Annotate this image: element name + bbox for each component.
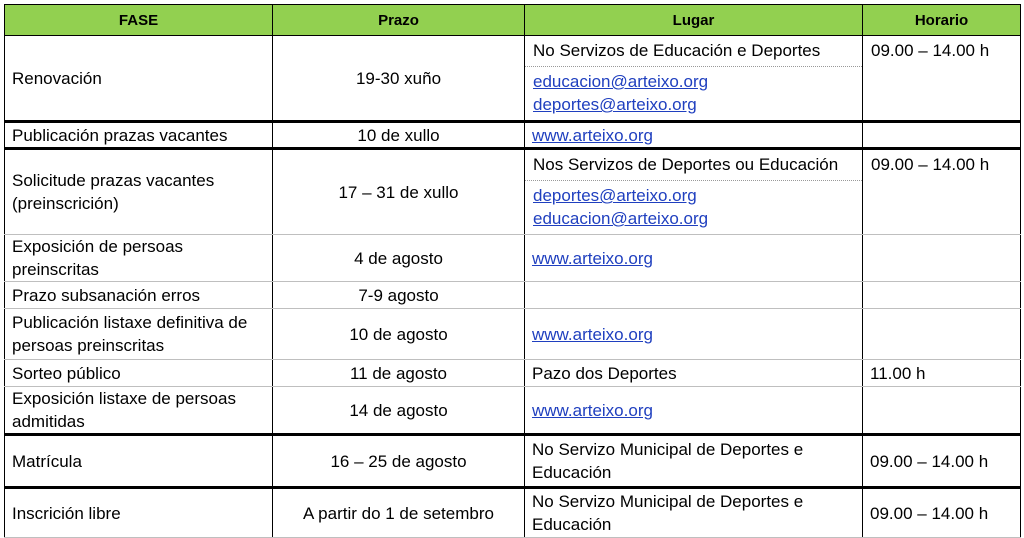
lugar-text: No Servizo Municipal de Deportes e Educación: [532, 440, 804, 482]
prazo-cell: 14 de agosto: [273, 387, 525, 435]
table-row: [5, 309, 1021, 360]
table-row: [5, 235, 1021, 282]
lugar-text: No Servizo Municipal de Deportes e Educación: [532, 492, 804, 534]
header-lugar: Lugar: [525, 5, 863, 36]
table-row: [5, 36, 1021, 122]
fase-cell: Publicación prazas vacantes: [5, 122, 273, 149]
lugar-cell: [525, 387, 863, 435]
header-fase: FASE: [5, 5, 273, 36]
horario-cell: [863, 149, 1021, 235]
prazo-cell: 16 – 25 de agosto: [273, 435, 525, 488]
email-link[interactable]: educacion@arteixo.org: [533, 72, 709, 91]
lugar-cell: [525, 282, 863, 309]
horario-cell: 11.00 h: [863, 360, 1021, 387]
horario-cell: [863, 122, 1021, 149]
email-link[interactable]: educacion@arteixo.org: [533, 209, 709, 228]
fase-cell: Exposición de persoas preinscritas: [5, 235, 273, 282]
lugar-cell: [525, 235, 863, 282]
website-link[interactable]: www.arteixo.org: [532, 324, 653, 344]
lugar-cell: [525, 149, 863, 235]
fase-cell: Matrícula: [5, 435, 273, 488]
prazo-cell: 11 de agosto: [273, 360, 525, 387]
fase-cell: Renovación: [5, 36, 273, 122]
lugar-cell: [525, 435, 863, 488]
lugar-cell: [525, 122, 863, 149]
prazo-cell: A partir do 1 de setembro: [273, 488, 525, 538]
lugar-cell: [525, 36, 863, 122]
website-link[interactable]: www.arteixo.org: [532, 248, 653, 268]
email-link[interactable]: deportes@arteixo.org: [533, 186, 697, 205]
horario-cell: 09.00 – 14.00 h: [863, 488, 1021, 538]
fase-cell: Publicación listaxe definitiva de persoas preinscritas: [5, 309, 273, 360]
horario-cell: [863, 387, 1021, 435]
email-link[interactable]: deportes@arteixo.org: [533, 95, 697, 114]
lugar-text: Nos Servizos de Deportes ou Educación: [533, 155, 839, 174]
prazo-cell: 7-9 agosto: [273, 282, 525, 309]
table-row: [5, 122, 1021, 149]
prazo-cell: 10 de xullo: [273, 122, 525, 149]
website-link[interactable]: www.arteixo.org: [532, 400, 653, 420]
table-row: [5, 387, 1021, 435]
fase-cell: Prazo subsanación erros: [5, 282, 273, 309]
horario-text: 09.00 – 14.00 h: [871, 155, 990, 174]
lugar-cell: Pazo dos Deportes: [525, 360, 863, 387]
schedule-table-container: [4, 4, 1021, 538]
prazo-cell: 19-30 xuño: [273, 36, 525, 122]
horario-cell: 09.00 – 14.00 h: [863, 435, 1021, 488]
horario-cell: [863, 309, 1021, 360]
table-row: [5, 360, 1021, 387]
table-row: [5, 435, 1021, 488]
fase-cell: Inscrición libre: [5, 488, 273, 538]
fase-cell: Solicitude prazas vacantes (preinscrición): [5, 149, 273, 235]
header-horario: Horario: [863, 5, 1021, 36]
lugar-emails: [525, 180, 862, 234]
prazo-cell: 10 de agosto: [273, 309, 525, 360]
schedule-table: [4, 4, 1021, 538]
table-row: [5, 149, 1021, 235]
lugar-text: No Servizos de Educación e Deportes: [533, 41, 821, 60]
prazo-cell: 17 – 31 de xullo: [273, 149, 525, 235]
horario-cell: [863, 235, 1021, 282]
fase-cell: Sorteo público: [5, 360, 273, 387]
lugar-cell: [525, 309, 863, 360]
fase-cell: Exposición listaxe de persoas admitidas: [5, 387, 273, 435]
horario-text: 09.00 – 14.00 h: [871, 41, 990, 60]
horario-cell: [863, 282, 1021, 309]
prazo-cell: 4 de agosto: [273, 235, 525, 282]
header-prazo: Prazo: [273, 5, 525, 36]
table-row: [5, 282, 1021, 309]
website-link[interactable]: www.arteixo.org: [532, 125, 653, 145]
lugar-emails: [525, 66, 862, 120]
horario-cell: [863, 36, 1021, 122]
header-row: [5, 5, 1021, 36]
